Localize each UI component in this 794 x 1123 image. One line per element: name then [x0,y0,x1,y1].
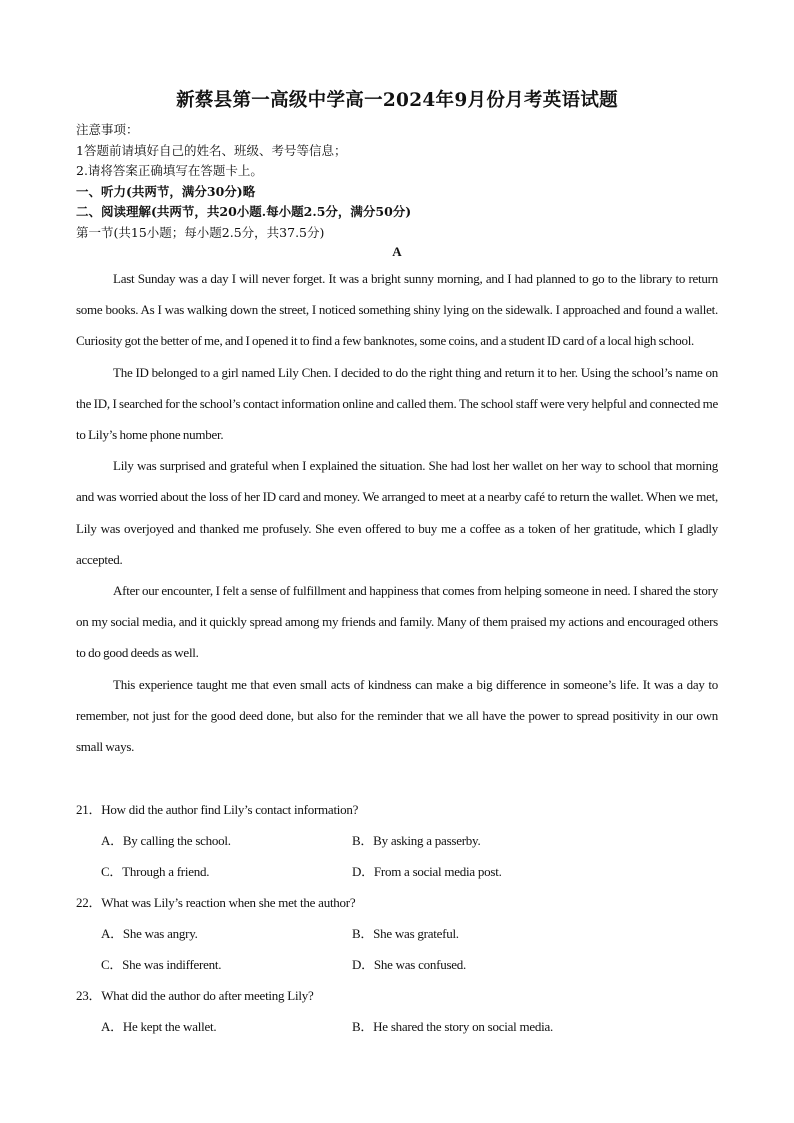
question-stem: 22．What was Lily’s reaction when she met the author? [76,895,356,910]
passage-letter: A [392,244,402,259]
option-a: A．By calling the school. [101,833,231,848]
part-reading: 二、阅读理解(共两节，共20小题.每小题2.5分，满分50分) [76,204,412,219]
option-a: A．She was angry. [101,926,198,941]
question-22 [76,887,736,980]
exam-title: 新蔡县第一高级中学高一2024年9月份月考英语试题 [176,90,618,111]
part-listening: 一、听力(共两节，满分30分)略 [76,183,256,199]
notes-heading: 注意事项： [76,122,139,137]
notes-item-2: 2.请将答案正确填写在答题卡上。 [76,163,263,178]
passage-paragraph: After our encounter, I felt a sense of fulfillment and happiness that comes from helping someone in need. I shared the story on my social media, and it quickly spread among my friends and family. Many of them praised my actions and encouraged others to do good deeds as well. [76,583,718,661]
option-a: A．He kept the wallet. [101,1019,217,1034]
passage-paragraph: This experience taught me that even small acts of kindness can make a big difference in someone’s life. It was a day to remember, not just for the good deed done, but also for the reminder that we all have the power to spread positivity in our own small ways. [76,676,718,755]
option-b: B．By asking a passerby. [352,833,481,848]
option-b: B．She was grateful. [352,926,459,941]
question-stem: 21．How did the author find Lily’s contact information? [76,802,359,817]
section-one-heading: 第一节(共15小题；每小题2.5分，共37.5分) [76,224,325,240]
option-c: C．She was indifferent. [101,957,222,972]
option-c: C．Through a friend. [101,864,210,879]
question-list [76,794,736,1042]
reading-passage [76,263,718,762]
notes-item-1: 1答题前请填好自己的姓名、班级、考号等信息； [76,142,347,158]
option-row [76,1011,736,1042]
instructions [76,120,736,243]
option-row [76,949,736,980]
option-row [76,918,736,949]
option-row [76,825,736,856]
passage-paragraph: Last Sunday was a day I will never forget. It was a bright sunny morning, and I had planned to go to the library to return some books. As I was walking down the street, I noticed something shiny lying on the sidewalk. I approached and found a wallet. Curiosity got the better of me, and I opened it to find a few banknotes, some coins, and a student ID card of a local high school. [76,271,718,349]
option-d: D．She was confused. [352,957,467,972]
option-b: B．He shared the story on social media. [352,1019,553,1034]
question-21 [76,794,736,887]
option-d: D．From a social media post. [352,864,502,879]
question-stem: 23．What did the author do after meeting Lily? [76,988,314,1003]
passage-paragraph: Lily was surprised and grateful when I explained the situation. She had lost her wallet on her way to school that morning and was worried about the loss of her ID card and money. We arranged to meet at a nearby café to return the wallet. When we met, Lily was overjoyed and thanked me profusely. She even offered to buy me a coffee as a token of her gratitude, which I gladly accepted. [76,458,718,567]
option-row [76,856,736,887]
passage-paragraph: The ID belonged to a girl named Lily Chen. I decided to do the right thing and return it to her. Using the school’s name on the ID, I searched for the school’s contact information online and called them. The school staff were very helpful and connected me to Lily’s home phone number. [76,364,718,443]
question-23 [76,980,736,1042]
